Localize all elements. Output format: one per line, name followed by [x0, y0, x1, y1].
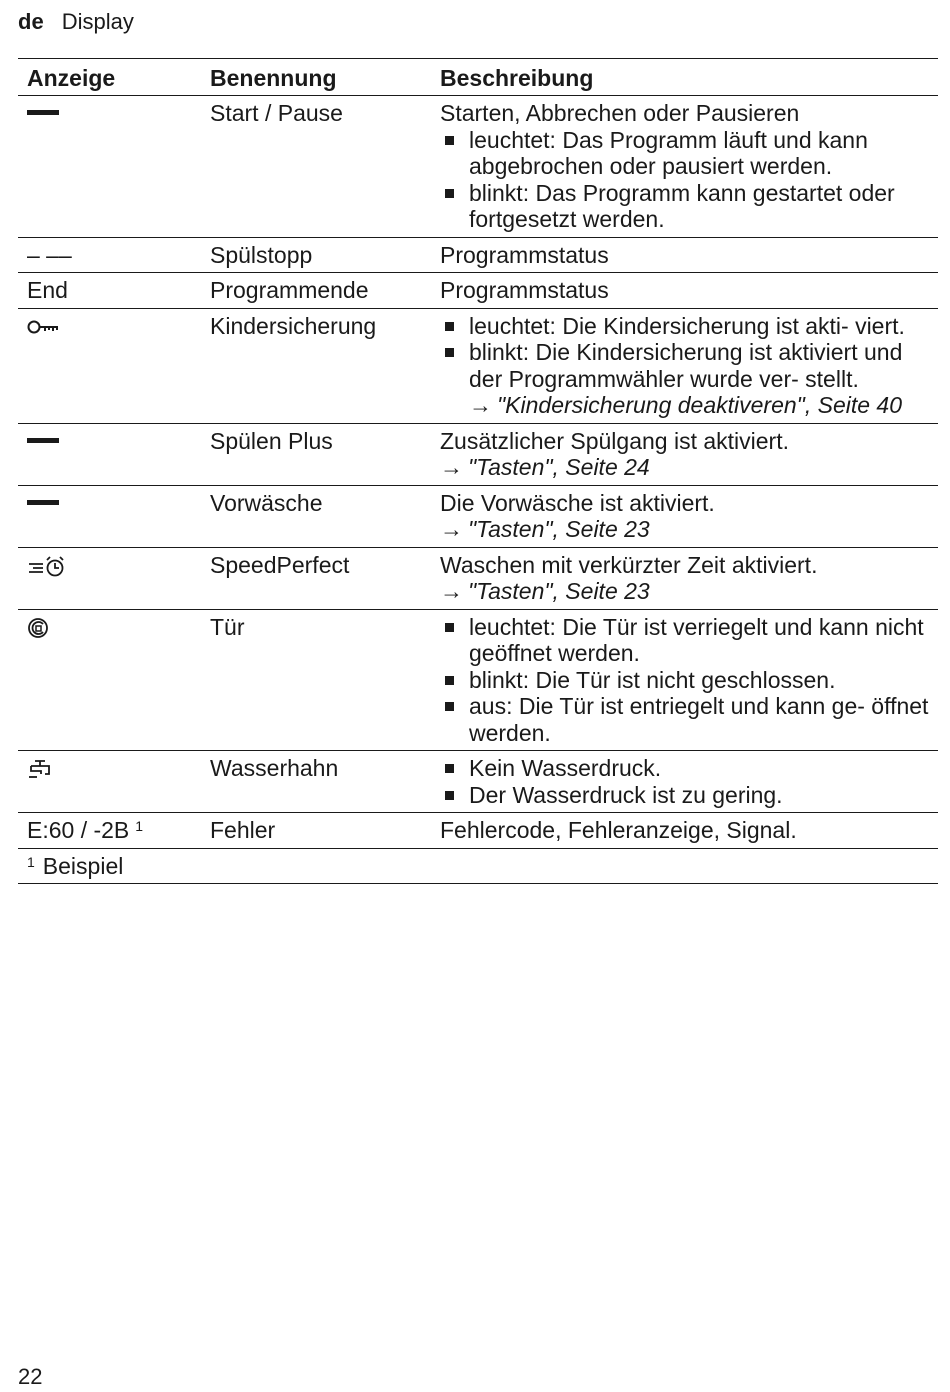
description-text: Waschen mit verkürzter Zeit aktiviert.: [440, 551, 818, 578]
table-row: [18, 751, 938, 813]
bar-icon: [27, 110, 59, 115]
display-cell: [18, 609, 201, 751]
name-cell: Spülstopp: [201, 237, 431, 273]
description-cell: [431, 308, 938, 423]
bullet-text: blinkt: Die Kindersicherung ist aktiviert und der Programmwähler wurde ver- stellt.: [469, 339, 903, 392]
name-cell: Programmende: [201, 273, 431, 309]
bullet-list: [440, 614, 929, 747]
table-row: [18, 237, 938, 273]
footnote-row: [18, 848, 938, 884]
description-cell: [431, 423, 938, 485]
column-header-anzeige: Anzeige: [18, 60, 201, 96]
description-cell: [431, 609, 938, 751]
cross-reference: [440, 516, 929, 543]
table-row: [18, 813, 938, 849]
arrow-right-icon: →: [440, 516, 463, 542]
name-cell: SpeedPerfect: [201, 547, 431, 609]
reference-text: "Tasten", Seite 24: [468, 454, 650, 480]
bar-icon: [27, 438, 59, 443]
page-header: [18, 8, 134, 36]
bullet-item: blinkt: Das Programm kann gestartet oder fortgesetzt werden.: [440, 180, 929, 233]
description-cell: [431, 96, 938, 238]
column-header-benennung: Benennung: [201, 60, 431, 96]
description-cell: Programmstatus: [431, 237, 938, 273]
section-title: Display: [61, 9, 134, 34]
bullet-item: Der Wasserdruck ist zu gering.: [440, 782, 929, 809]
table-row: [18, 96, 938, 238]
cross-reference: [440, 578, 929, 605]
name-cell: Spülen Plus: [201, 423, 431, 485]
display-cell: [18, 547, 201, 609]
display-cell: [18, 751, 201, 813]
description-text: Starten, Abbrechen oder Pausieren: [440, 100, 800, 126]
arrow-right-icon: →: [440, 454, 463, 480]
bullet-item: leuchtet: Das Programm läuft und kann abgebrochen oder pausiert werden.: [440, 127, 929, 180]
reference-text: "Kindersicherung deaktiveren", Seite 40: [497, 392, 903, 418]
bullet-item: Kein Wasserdruck.: [440, 755, 929, 782]
display-cell: – ––: [18, 237, 201, 273]
reference-text: "Tasten", Seite 23: [468, 516, 650, 542]
error-code: E:60 / -2B: [27, 817, 130, 843]
display-cell: [18, 96, 201, 238]
table-row: [18, 609, 938, 751]
footnote-mark: 1: [135, 818, 144, 834]
bullet-item: aus: Die Tür ist entriegelt und kann ge- öffnet werden.: [440, 693, 929, 746]
bullet-item: leuchtet: Die Kindersicherung ist akti- viert.: [440, 313, 929, 340]
bullet-item: [440, 339, 929, 419]
name-cell: Tür: [201, 609, 431, 751]
display-cell: [18, 485, 201, 547]
bullet-list: [440, 313, 929, 419]
bar-icon: [27, 500, 59, 505]
description-cell: [431, 751, 938, 813]
table-row: [18, 485, 938, 547]
language-code: de: [18, 9, 44, 34]
cross-reference: [440, 454, 929, 481]
key-icon: [27, 318, 61, 336]
bullet-item: leuchtet: Die Tür ist verriegelt und kann nicht geöffnet werden.: [440, 614, 929, 667]
display-cell: End: [18, 273, 201, 309]
display-cell: [18, 813, 201, 849]
arrow-right-icon: →: [440, 578, 463, 604]
bullet-list: [440, 127, 929, 233]
name-cell: Fehler: [201, 813, 431, 849]
description-cell: [431, 547, 938, 609]
cross-reference: [469, 392, 902, 418]
name-cell: Vorwäsche: [201, 485, 431, 547]
description-cell: [431, 485, 938, 547]
table-row: [18, 423, 938, 485]
bullet-list: [440, 755, 929, 808]
footnote: [18, 848, 938, 884]
arrow-right-icon: →: [469, 392, 492, 418]
display-cell: [18, 423, 201, 485]
description-text: Zusätzlicher Spülgang ist aktiviert.: [440, 427, 789, 454]
name-cell: Kindersicherung: [201, 308, 431, 423]
column-header-beschreibung: Beschreibung: [431, 60, 938, 96]
page-number: 22: [18, 1364, 43, 1389]
description-text: Die Vorwäsche ist aktiviert.: [440, 489, 715, 516]
footnote-text: Beispiel: [42, 852, 124, 879]
table-row: [18, 547, 938, 609]
name-cell: Start / Pause: [201, 96, 431, 238]
water-tap-icon: [27, 759, 55, 781]
description-cell: Programmstatus: [431, 273, 938, 309]
display-table: [18, 60, 938, 884]
reference-text: "Tasten", Seite 23: [468, 578, 650, 604]
table-row: [18, 308, 938, 423]
bullet-item: blinkt: Die Tür ist nicht geschlossen.: [440, 667, 929, 694]
footnote-mark: 1: [27, 853, 35, 870]
name-cell: Wasserhahn: [201, 751, 431, 813]
header-rule: [18, 58, 938, 59]
door-lock-icon: [27, 616, 51, 640]
speedperfect-clock-icon: [27, 555, 69, 577]
display-cell: [18, 308, 201, 423]
table-header-row: [18, 60, 938, 96]
description-cell: Fehlercode, Fehleranzeige, Signal.: [431, 813, 938, 849]
table-row: [18, 273, 938, 309]
